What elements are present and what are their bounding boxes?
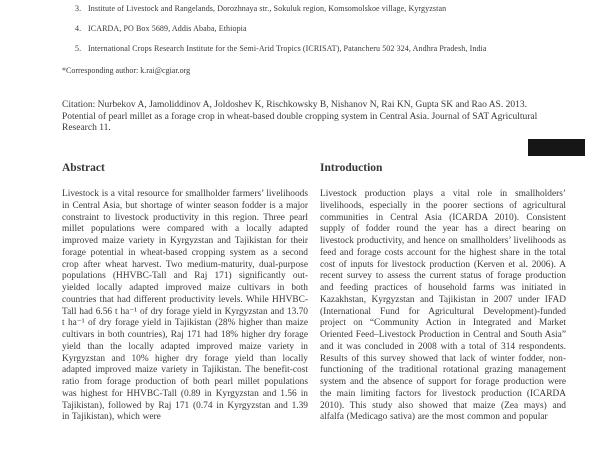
redacted-region [528, 139, 585, 156]
corresponding-author-note: *Corresponding author: k.rai@cgiar.org [62, 66, 191, 75]
introduction-heading: Introduction [320, 162, 383, 174]
affiliation-number: 4. [75, 24, 82, 33]
affiliation-item [75, 24, 545, 33]
abstract-body: Livestock is a vital resource for smallholder farmers’ livelihoods in Central Asia, but shortage of winter season fodder is a major constraint to livestock productivity in this region. Three pearl millet populations were compared with a locally adapted improved maize variety in Kyrgyzstan and Tajikistan for their forage potential in wheat-based cropping system as a second crop after wheat harvest. Two medium-maturity, dual-purpose populations (HHVBC-Tall and Raj 171) significantly out-yielded locally adapted improved maize cultivars in both countries that had different productivity levels. While HHVBC-Tall had 6.56 t ha⁻¹ of dry forage yield in Kyrgyzstan and 13.70 t ha⁻¹ of dry forage yield in Tajikistan (28% higher than maize cultivars in both countries), Raj 171 had 18% higher dry forage yield than the locally adapted improved maize variety in Kyrgyzstan and 10% higher dry forage yield than locally adapted improved maize variety in Tajikistan. The benefit-cost ratio from forage production of both pearl millet populations was highest for HHVBC-Tall (0.89 in Kyrgyzstan and 1.56 in Tajikistan), followed by Raj 171 (0.74 in Kyrgyzstan and 1.39 in Tajikistan), which were [62, 189, 308, 423]
two-column-body [62, 162, 566, 424]
citation-text: Citation: Nurbekov A, Jamoliddinov A, Joldoshev K, Rischkowsky B, Nishanov N, Rai KN, Gupta SK and Rao AS. 2013. Potential of pearl millet as a forage crop in wheat-based double cropping system in Central Asia. Journal of SAT Agricultural Research 11. [62, 100, 538, 134]
abstract-heading: Abstract [62, 162, 105, 174]
affiliation-number: 3. [75, 4, 82, 13]
affiliation-item [75, 44, 545, 53]
affiliation-text: International Crops Research Institute for the Semi-Arid Tropics (ICRISAT), Patancheru 502 324, Andhra Pradesh, India [88, 44, 487, 53]
affiliation-text: ICARDA, PO Box 5689, Addis Ababa, Ethiopia [88, 24, 247, 33]
abstract-section [62, 162, 308, 424]
affiliation-text: Institute of Livestock and Rangelands, Dorozhnaya str., Sokuluk region, Komsomolskoe village, Kyrgyzstan [88, 4, 447, 13]
affiliation-number: 5. [75, 44, 82, 53]
affiliation-list [75, 4, 545, 64]
introduction-body: Livestock production plays a vital role in smallholders’ livelihoods, especially in the poorer sections of agricultural communities in Central Asia (ICARDA 2010). Consistent supply of fodder round the year has a direct bearing on livestock productivity, and hence on smallholders’ livelihoods as feed and forage costs account for the highest share in the total cost of inputs for livestock production (Kerven et al. 2006). A recent survey to assess the current status of forage production and feeding practices of household farms was initiated in Kazakhstan, Kyrgyzstan and Tajikistan in 2007 under IFAD (International Fund for Agricultural Development)-funded project on “Community Action in Integrated and Market Oriented Feed–Livestock Production in Central and South Asia” and it was concluded in 2008 with a total of 314 respondents. Results of this survey showed that lack of winter fodder, non-functioning of the traditional rotational grazing management system and the absence of support for forage production were the main limiting factors for livestock production (ICARDA 2010). This study also showed that maize (Zea mays) and alfalfa (Medicago sativa) are the most common and popular [320, 189, 566, 423]
introduction-section [320, 162, 566, 424]
affiliation-item [75, 4, 545, 13]
